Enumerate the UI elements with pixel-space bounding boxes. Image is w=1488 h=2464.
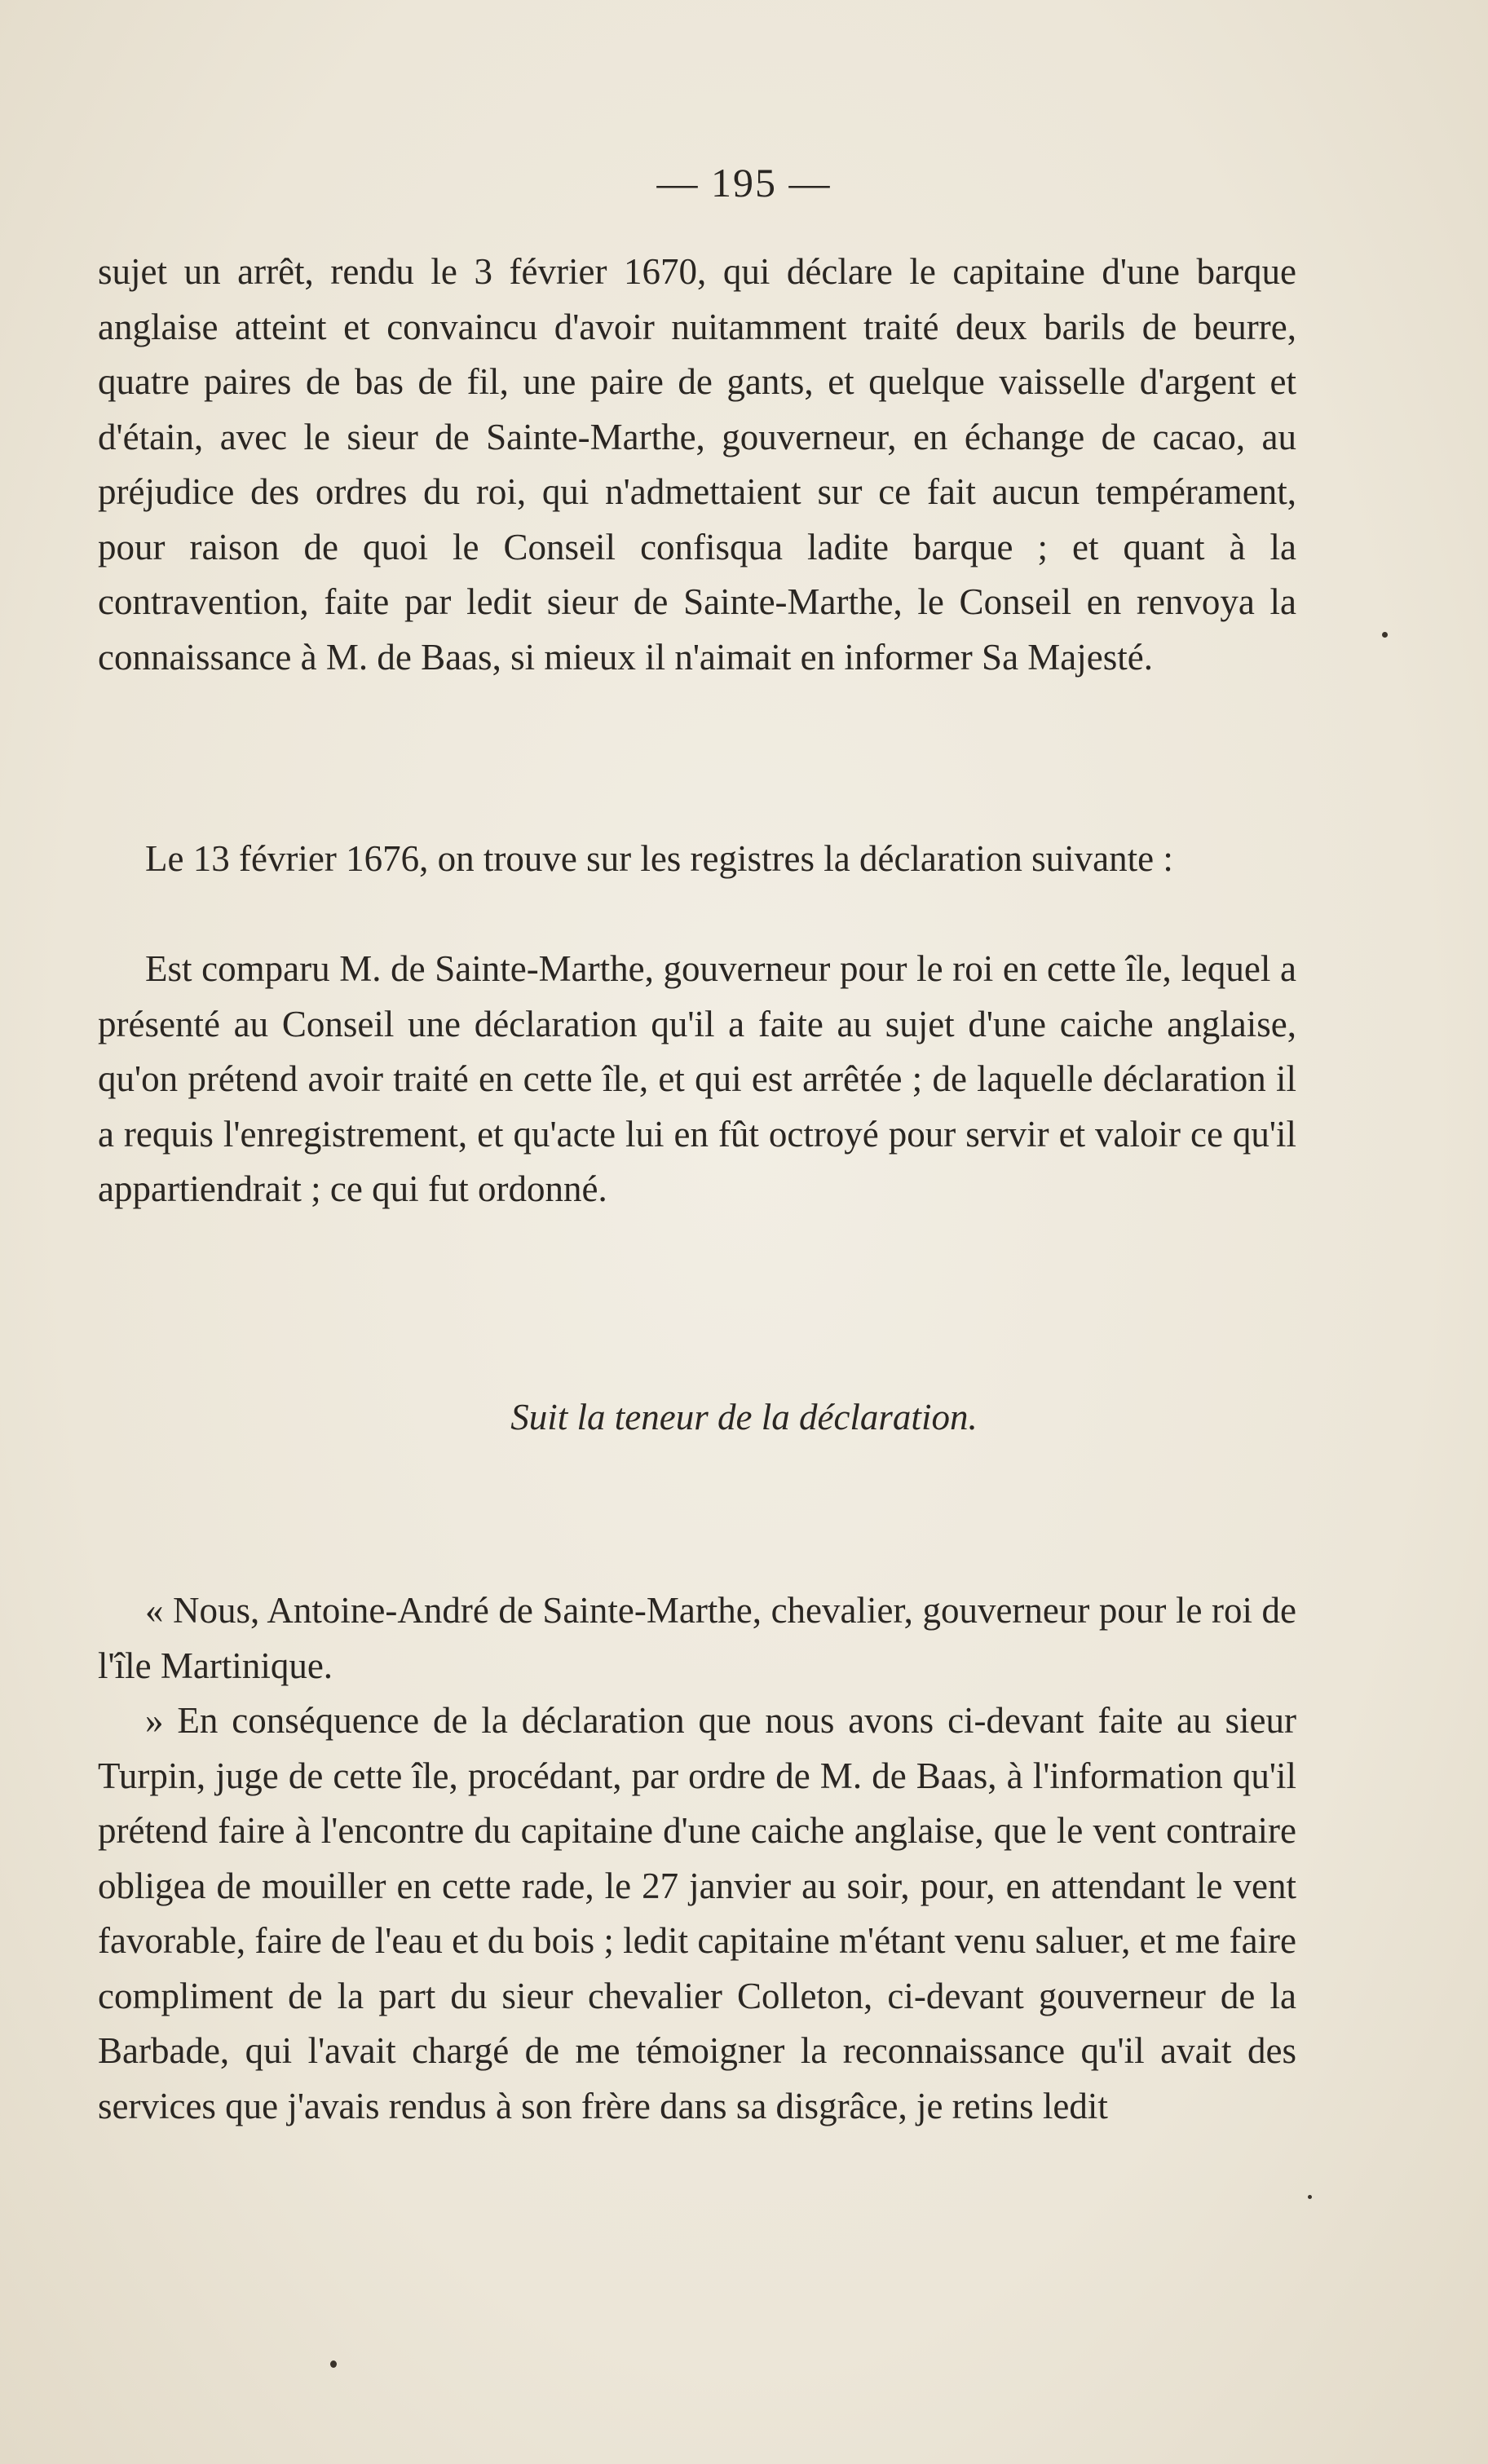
paragraph-comparution bbox=[98, 942, 1296, 1217]
paragraph-declaration-opening bbox=[98, 1583, 1296, 1693]
paragraph-text: » En conséquence de la déclaration que nous avons ci-devant faite au sieur Turpin, juge de cette île, procédant, par ordre de M. de Baas, à l'information qu'il prétend faire à l'encontre du capitaine d'une caiche anglaise, que le vent contraire obligea de mouiller en cette rade, le 27 janvier au soir, pour, en attendant le vent favorable, faire de l'eau et du bois ; ledit capitaine m'étant venu saluer, et me faire compliment de la part du sieur chevalier Colleton, ci-devant gouverneur de la Barbade, qui l'avait chargé de me témoigner la reconnaissance qu'il avait des services que j'avais rendus à son frère dans sa disgrâce, je retins ledit bbox=[98, 1700, 1297, 2126]
ink-speck bbox=[1382, 632, 1388, 638]
ink-speck bbox=[1308, 2195, 1312, 2199]
paragraph-text: Le 13 février 1676, on trouve sur les registres la déclaration suivante : bbox=[145, 838, 1173, 879]
paragraph-arret-1670 bbox=[98, 245, 1296, 685]
page-number: — 195 — bbox=[656, 160, 832, 205]
paragraph-text: Est comparu M. de Sainte-Marthe, gouverneur pour le roi en cette île, lequel a présenté au Conseil une déclaration qu'il a faite au sujet d'une caiche anglaise, qu'on prétend avoir traité en cette île, et qui est arrêtée ; de laquelle déclaration il a requis l'enregistrement, et qu'acte lui en fût octroyé pour servir et valoir ce qu'il appartiendrait ; ce qui fut ordonné. bbox=[98, 948, 1296, 1209]
paragraph-declaration-body bbox=[98, 1693, 1296, 2134]
ink-speck bbox=[330, 2360, 337, 2368]
paragraph-registres-1676 bbox=[98, 832, 1296, 887]
paragraph-text: « Nous, Antoine-André de Sainte-Marthe, chevalier, gouverneur pour le roi de l'île Martinique. bbox=[98, 1590, 1296, 1686]
section-heading: Suit la teneur de la déclaration. bbox=[510, 1397, 978, 1437]
paragraph-text: sujet un arrêt, rendu le 3 février 1670, qui déclare le capitaine d'une barque anglaise atteint et convaincu d'avoir nuitamment traité deux barils de beurre, quatre paires de bas de fil, une paire de gants, et quelque vaisselle d'argent et d'étain, avec le sieur de Sainte-Marthe, gouverneur, en échange de cacao, au préjudice des ordres du roi, qui n'admettaient sur ce fait aucun tempérament, pour raison de quoi le Conseil confisqua ladite barque ; et quant à la contravention, faite par ledit sieur de Sainte-Marthe, le Conseil en renvoya la connaissance à M. de Baas, si mieux il n'aimait en informer Sa Majesté. bbox=[98, 251, 1296, 678]
